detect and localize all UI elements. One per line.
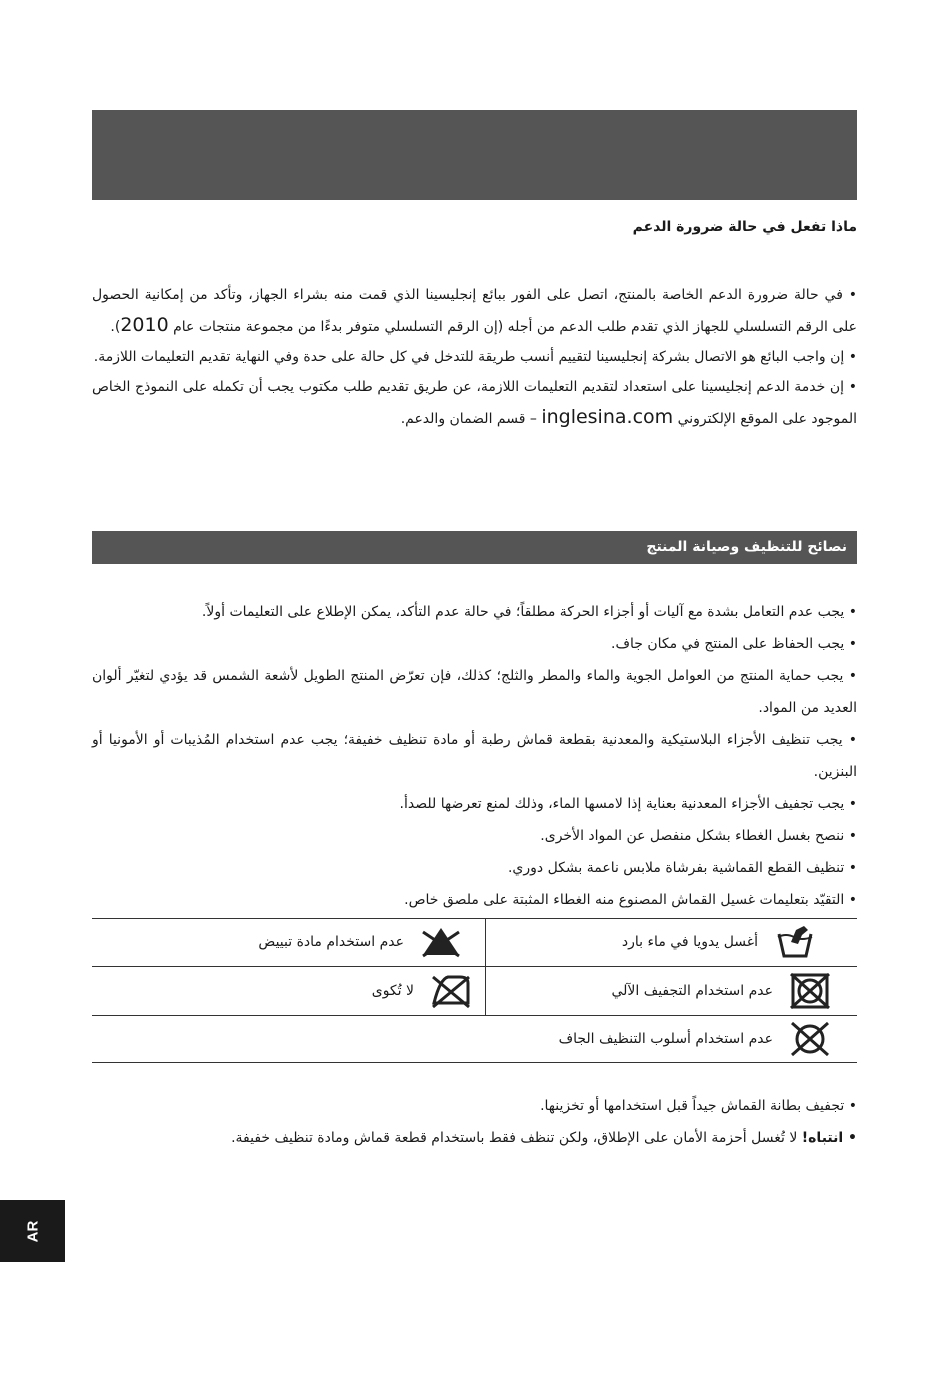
website-link[interactable]: inglesina.com — [541, 406, 674, 428]
no-tumble-dry-label: عدم استخدام التجفيف الآلي — [611, 983, 773, 999]
warning-item — [92, 1122, 857, 1154]
support-bullet-2: • إن واجب البائع هو الاتصال بشركة إنجليسينا لتقييم أنسب طريقة للتدخل في كل حالة على حدة وفي النهاية تقديم التعليمات اللازمة. — [93, 349, 857, 365]
support-bullet-3-end: – قسم الضمان والدعم. — [400, 411, 542, 427]
care-heading: نصائح للتنظيف وصيانة المنتج — [646, 539, 847, 555]
care-list — [92, 596, 857, 916]
warning-text: لا تُغسل أحزمة الأمان على الإطلاق، ولكن تنظف فقط باستخدام قطعة قماش ومادة تنظيف خفيفة. — [231, 1130, 802, 1146]
hand-wash-label: أغسل يدويا في ماء بارد — [621, 934, 758, 950]
after-list — [92, 1090, 857, 1154]
care-item: • يجب عدم التعامل بشدة مع آليات أو أجزاء الحركة مطلقاً؛ في حالة عدم التأكد، يمكن الإطلاع على التعليمات أولاً. — [201, 604, 857, 620]
no-iron-icon — [430, 973, 472, 1009]
care-item: • يجب حماية المنتج من العوامل الجوية والماء والمطر والثلج؛ كذلك، فإن تعرّض المنتج الطويل لأشعة الشمس قد يؤدي لتغيّر ألوان العديد من المواد. — [92, 668, 857, 716]
support-bullet-3-text: • إن خدمة الدعم إنجليسينا على استعداد لتقديم التعليمات اللازمة، عن طريق تقديم طلب مكتوب يجب أن تكمله على النموذج الخاص الموجود على الموقع الإلكتروني — [92, 379, 857, 427]
no-dry-clean-label: عدم استخدام أسلوب التنظيف الجاف — [558, 1031, 773, 1047]
table-column-divider — [485, 918, 486, 1015]
language-tab-label: AR — [23, 1220, 41, 1242]
support-bullet-1-text: • في حالة ضرورة الدعم الخاصة بالمنتج، اتصل على الفور ببائع إنجليسينا الذي قمت منه بشراء الجهاز، وتأكد من إمكانية الحصول على الرقم التسلسلي للجهاز الذي تقدم طلب الدعم من أجله (إن الرقم التسلسلي متوفر بدءًا من مجموعة منتجات عام — [92, 287, 857, 335]
care-item: • يجب الحفاظ على المنتج في مكان جاف. — [611, 636, 857, 652]
warning-label: • انتباه! — [801, 1130, 857, 1146]
support-bullet-1-end: ). — [110, 319, 121, 335]
care-symbols-table — [92, 918, 857, 1063]
no-iron-cell — [102, 968, 472, 1014]
no-dry-clean-icon — [789, 1020, 831, 1058]
no-bleach-label: عدم استخدام مادة تبييض — [258, 934, 404, 950]
year-value: 2010 — [120, 314, 169, 336]
no-bleach-cell — [102, 919, 462, 965]
care-item: • ننصح بغسل الغطاء بشكل منفصل عن المواد الأخرى. — [540, 828, 857, 844]
no-tumble-dry-icon — [789, 972, 831, 1010]
no-bleach-icon — [420, 924, 462, 960]
care-item: • تنظيف القطع القماشية بفرشاة ملابس ناعمة بشكل دوري. — [507, 860, 857, 876]
table-divider — [92, 1062, 857, 1063]
hand-wash-cell — [491, 919, 816, 965]
support-heading: ماذا تفعل في حالة ضرورة الدعم — [632, 219, 857, 235]
header-band — [92, 110, 857, 200]
language-tab — [0, 1200, 65, 1262]
no-iron-label: لا تُكوى — [371, 983, 414, 999]
support-bullet-3 — [92, 372, 857, 434]
no-dry-clean-cell — [491, 1016, 831, 1062]
care-item: • يجب تنظيف الأجزاء البلاستيكية والمعدنية بقطعة قماش رطبة أو مادة تنظيف خفيفة؛ يجب عدم استخدام المُذيبات أو الأمونيا أو البنزين. — [92, 732, 857, 780]
care-item: • يجب تجفيف الأجزاء المعدنية بعناية إذا لامسها الماء، وذلك لمنع تعرضها للصدأ. — [399, 796, 857, 812]
table-divider — [92, 966, 857, 967]
care-section-bar — [92, 531, 857, 564]
hand-wash-icon — [774, 924, 816, 960]
no-tumble-dry-cell — [491, 968, 831, 1014]
care-item: • التقيّد بتعليمات غسيل القماش المصنوع منه الغطاء المثبتة على ملصق خاص. — [404, 892, 857, 908]
support-paragraphs — [92, 280, 857, 434]
support-bullet-1 — [92, 280, 857, 342]
after-item: • تجفيف بطانة القماش جيداً قبل استخدامها أو تخزينها. — [540, 1098, 857, 1114]
